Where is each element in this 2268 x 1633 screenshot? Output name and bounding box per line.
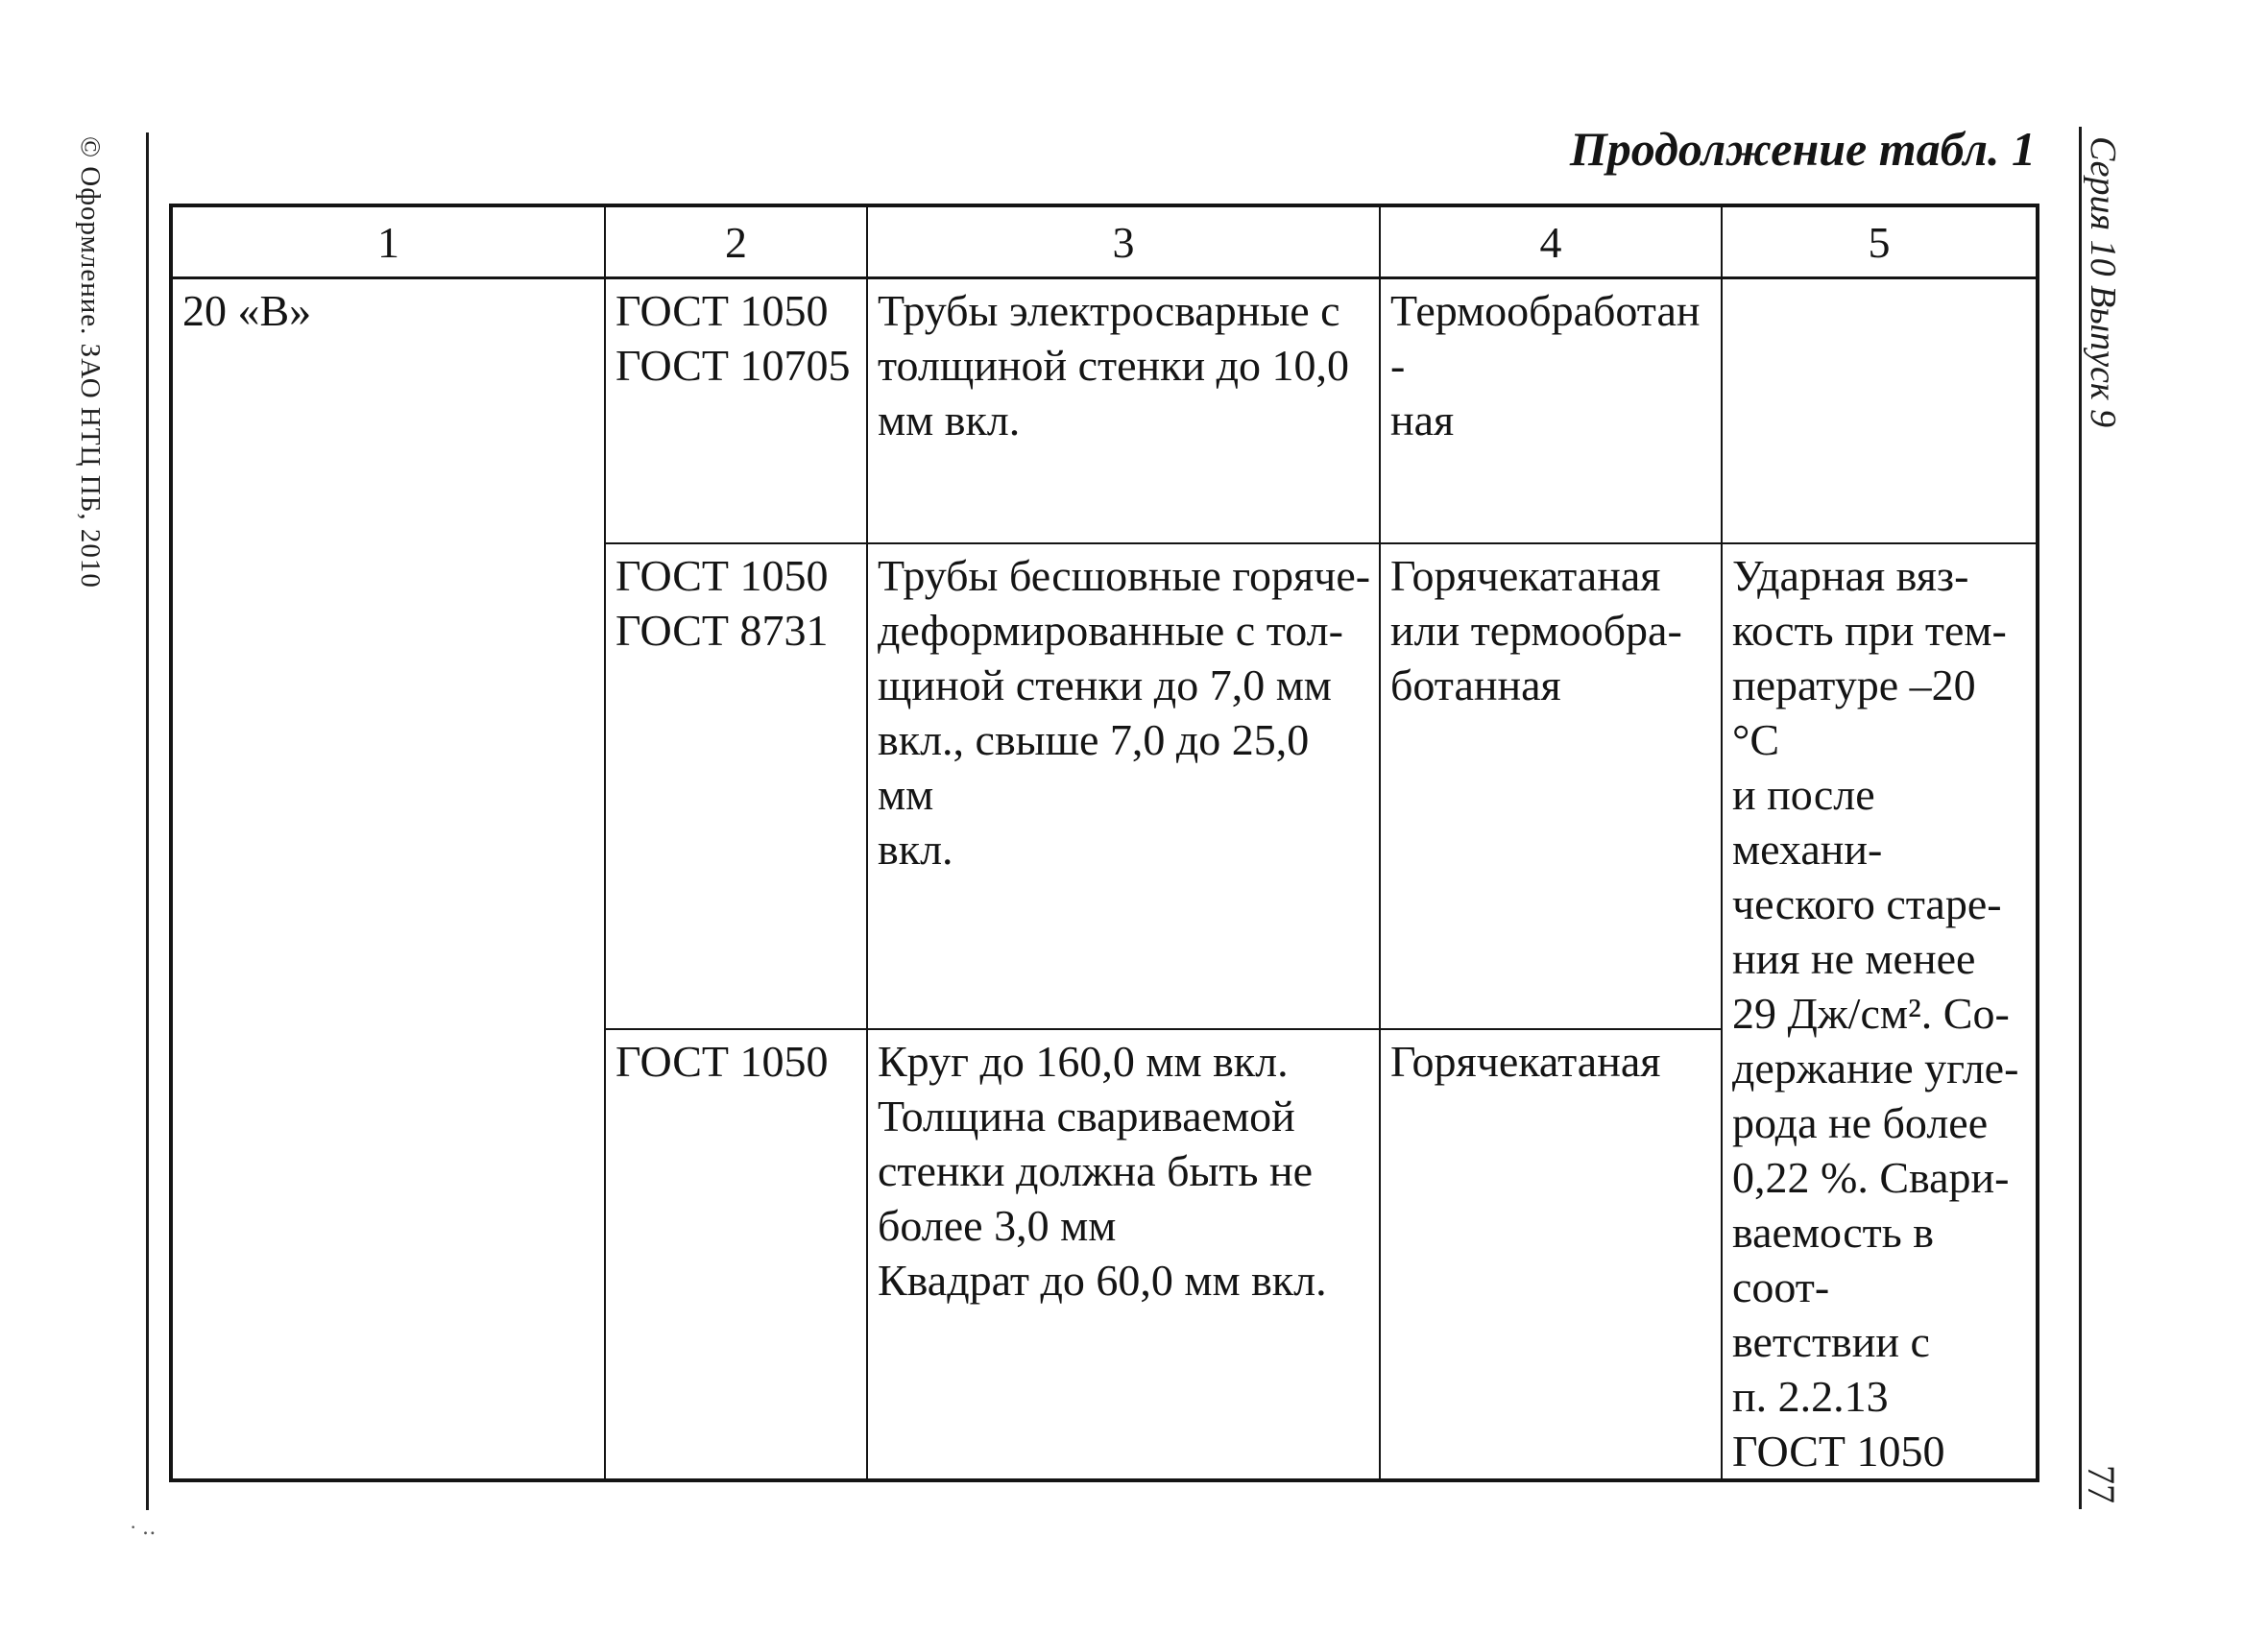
steel-grade-cell: 20 «В» [171, 278, 605, 1480]
condition-cell: Горячекатаная [1380, 1029, 1722, 1479]
note-cell: Ударная вяз- кость при тем- пературе –20 °С и после механи- ческого старе- ния не менее 29 Дж/см². Со- держание угле- рода не более 0,22 %. Свари- ваемость в соот- ветствии с п. 2.2.13 ГОСТ 1050 [1722, 543, 2038, 1480]
scan-marks: · ‥ [130, 1515, 157, 1539]
product-cell: Круг до 160,0 мм вкл. Толщина свариваемой стенки должна быть не более 3,0 мм Квадрат до 60,0 мм вкл. [867, 1029, 1380, 1479]
product-cell: Трубы бесшовные горяче- деформированные с тол- щиной стенки до 7,0 мм вкл., свыше 7,0 до 25,0 мм вкл. [867, 543, 1380, 1030]
condition-cell: Термообработан- ная [1380, 278, 1722, 543]
series-label: Серия 10 Выпуск 9 [2083, 136, 2123, 428]
standard-cell: ГОСТ 1050 [605, 1029, 867, 1479]
standard-cell: ГОСТ 1050 ГОСТ 8731 [605, 543, 867, 1030]
header-cell-1: 1 [171, 205, 605, 278]
standard-cell: ГОСТ 1050 ГОСТ 10705 [605, 278, 867, 543]
page-number: 77 [2080, 1465, 2123, 1503]
condition-cell: Горячекатаная или термообра- ботанная [1380, 543, 1722, 1030]
product-cell: Трубы электросварные с толщиной стенки до 10,0 мм вкл. [867, 278, 1380, 543]
left-margin-rule [146, 132, 149, 1510]
table-caption: Продолжение табл. 1 [1569, 122, 2036, 176]
header-cell-3: 3 [867, 205, 1380, 278]
header-cell-2: 2 [605, 205, 867, 278]
note-cell [1722, 278, 2038, 543]
table-row [171, 278, 2038, 543]
header-cell-5: 5 [1722, 205, 2038, 278]
steel-table [169, 204, 2039, 1482]
copyright-notice: © Оформление. ЗАО НТЦ ПБ, 2010 [75, 136, 106, 588]
header-cell-4: 4 [1380, 205, 1722, 278]
header-row [171, 205, 2038, 278]
